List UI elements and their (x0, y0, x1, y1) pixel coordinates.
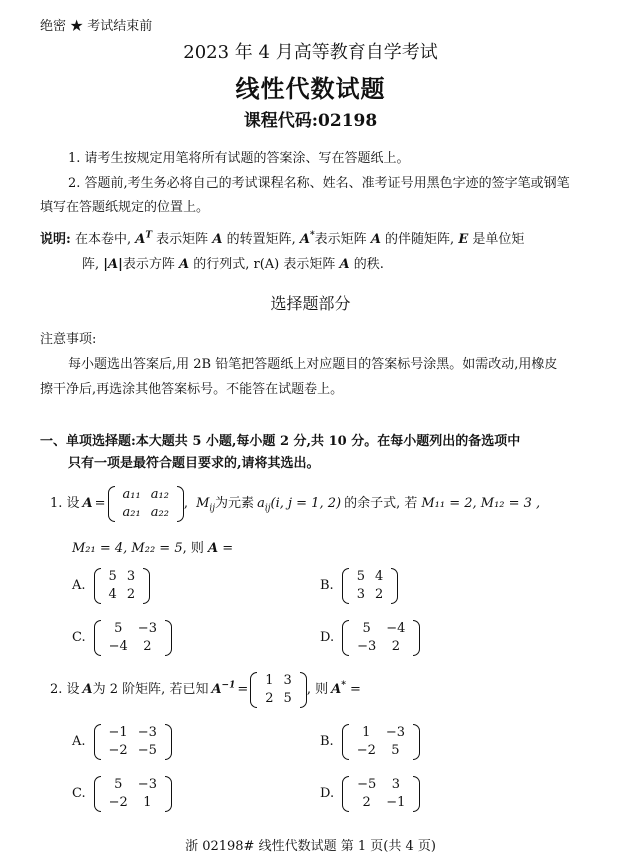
matrix-cell: 1 (362, 725, 371, 740)
exam-title: 2023 年 4 月高等教育自学考试 (183, 42, 438, 63)
option-matrix (94, 620, 172, 656)
option-q1-b[interactable] (320, 568, 398, 604)
course-code: 课程代码:02198 (243, 111, 378, 131)
matrix-cell: 2 (265, 691, 274, 706)
question-text: , 则 (182, 541, 204, 556)
matrix-cell: 3 (126, 569, 136, 584)
note-text: 表示矩阵 (314, 232, 367, 247)
note-text: 表示方阵 (122, 257, 175, 272)
matrix-cell: 2 (391, 639, 400, 654)
matrix-cell: a₁₂ (150, 487, 169, 502)
matrix-cell: a₁₁ (122, 487, 141, 502)
section-title: 选择题部分 (270, 294, 351, 313)
option-q2-c[interactable] (72, 776, 172, 812)
matrix-cell: 5 (391, 743, 400, 758)
option-q1-c[interactable] (72, 620, 172, 656)
matrix-cell: −3 (137, 621, 157, 636)
note-label: 说明: (40, 232, 71, 247)
option-label: C. (72, 630, 86, 645)
math-det-A: |A| (103, 257, 123, 272)
math-A: A (82, 496, 93, 511)
option-label: D. (320, 786, 335, 801)
math-A-transpose: $A^T$ (135, 230, 153, 247)
question-number: 2. 设 (50, 682, 80, 697)
matrix-cell: −2 (108, 795, 128, 810)
matrix-cell: −3 (385, 725, 406, 740)
option-q1-d[interactable] (320, 620, 420, 656)
matrix-cell: −3 (137, 725, 157, 740)
note-text: 是单位矩 (472, 232, 525, 247)
question-1-stem (50, 486, 540, 522)
math-A-adjoint: A* (331, 680, 346, 697)
math-aij: $a_{ij}(i$, j = 1, 2) (257, 496, 342, 514)
matrix-cell: −5 (137, 743, 157, 758)
note-line-2 (82, 256, 384, 274)
question-number: 1. 设 (50, 496, 80, 511)
matrix-given-q1 (108, 486, 184, 522)
option-q2-b[interactable] (320, 724, 420, 760)
option-matrix (342, 724, 420, 760)
matrix-cell: −4 (386, 621, 406, 636)
math-A: A (339, 257, 350, 272)
math-E: E (458, 232, 469, 247)
matrix-cell: 2 (362, 795, 371, 810)
matrix-cell: −3 (357, 639, 377, 654)
secret-label: 绝密 ★ 考试结束前 (40, 19, 153, 34)
part1-heading-line2: 只有一项是最符合题目要求的,请将其选出。 (68, 456, 320, 471)
question-text: 为 2 阶矩阵, 若已知 (92, 682, 209, 697)
option-matrix (342, 776, 420, 812)
attention-line-2: 擦干净后,再选涂其他答案标号。不能答在试题卷上。 (40, 382, 344, 397)
attention-label: 注意事项: (40, 332, 97, 347)
matrix-cell: −1 (386, 795, 406, 810)
page-footer: 浙 02198# 线性代数试题 第 1 页(共 4 页) (185, 839, 436, 854)
question-text: , 则 (306, 682, 329, 697)
matrix-cell: −2 (108, 743, 128, 758)
matrix-cell: 4 (108, 587, 117, 602)
math-A-adjoint: A* (299, 230, 315, 247)
math-A: A (82, 682, 93, 697)
question-1-stem-line2: M₂₁ = 4, M₂₂ = 5, 则 A = (72, 541, 234, 556)
matrix-cell: 1 (265, 673, 274, 688)
option-label: A. (72, 734, 86, 749)
option-matrix (342, 620, 420, 656)
matrix-cell: 3 (391, 777, 400, 792)
note-text: 的秩. (353, 257, 384, 272)
matrix-cell: 2 (374, 587, 384, 602)
option-label: A. (72, 578, 86, 593)
matrix-cell: −2 (356, 743, 376, 758)
subject-title: 线性代数试题 (235, 74, 386, 103)
matrix-cell: a₂₁ (122, 505, 141, 520)
punctuation: , (183, 496, 189, 511)
question-text: 的余子式, 若 (344, 496, 418, 511)
math-A-inverse: $A^{-1}$ (211, 680, 236, 697)
part1-heading-line1: 一、单项选择题:本大题共 5 小题,每小题 2 分,共 10 分。在每小题列出的备选项中 (40, 434, 521, 449)
attention-line-1: 每小题选出答案后,用 2B 铅笔把答题纸上对应题目的答案标号涂黑。如需改动,用橡皮 (68, 357, 558, 372)
matrix-cell: 5 (114, 777, 123, 792)
option-matrix (342, 568, 399, 604)
note-text: 的行列式, (193, 257, 250, 272)
matrix-cell: 5 (362, 621, 371, 636)
math-rank-A: r(A) (253, 257, 280, 272)
option-q1-a[interactable] (72, 568, 150, 604)
note-text: 表示矩阵 (156, 232, 209, 247)
option-matrix (94, 568, 151, 604)
instruction-1: 1. 请考生按规定用笔将所有试题的答案涂、写在答题纸上。 (68, 151, 410, 166)
option-q2-d[interactable] (320, 776, 420, 812)
math-condition-1: M₁₁ = 2, M₁₂ = 3 , (421, 496, 541, 511)
matrix-cell: 2 (143, 639, 152, 654)
matrix-cell: a₂₂ (150, 505, 169, 520)
equals-sign: = (94, 496, 106, 511)
matrix-cell: −1 (108, 725, 128, 740)
math-A: A (178, 257, 190, 272)
question-2-stem: 2. 设 A 为 2 阶矩阵, 若已知 $A^{-1}$ = 1 3 2 5 , 则 A* = (50, 673, 361, 706)
option-matrix (94, 724, 172, 760)
matrix-cell: 5 (356, 569, 365, 584)
option-label: B. (320, 578, 334, 593)
math-condition-2: M₂₁ = 4, M₂₂ = 5 (72, 541, 183, 556)
math-A: A (208, 541, 219, 556)
matrix-cell: 4 (374, 569, 384, 584)
option-label: B. (320, 734, 334, 749)
note-text: 表示矩阵 (283, 257, 336, 272)
question-text: 为元素 (215, 496, 255, 511)
matrix-cell: 3 (283, 673, 292, 688)
equals-sign: = (237, 682, 249, 697)
instruction-2-line2: 填写在答题纸规定的位置上。 (40, 200, 210, 215)
matrix-cell: 5 (283, 691, 292, 706)
option-label: D. (320, 630, 335, 645)
matrix-cell: 5 (108, 569, 117, 584)
note-text: 的伴随矩阵, (385, 232, 455, 247)
matrix-cell: 5 (114, 621, 123, 636)
note-text: 在本卷中, (74, 232, 132, 247)
note-text: 阵, (82, 257, 100, 272)
note-text: 的转置矩阵, (226, 232, 296, 247)
matrix-cell: 2 (126, 587, 136, 602)
math-A: A (212, 232, 223, 247)
note-line-1 (40, 231, 524, 249)
matrix-cell: −5 (357, 777, 377, 792)
math-Mij: $M_{ij}$ (196, 496, 216, 514)
matrix-cell: −3 (137, 777, 157, 792)
matrix-cell: 1 (143, 795, 152, 810)
instruction-2-line1: 2. 答题前,考生务必将自己的考试课程名称、姓名、准考证号用黑色字迹的签字笔或钢笔 (68, 176, 570, 191)
option-label: C. (72, 786, 86, 801)
matrix-cell: −4 (108, 639, 128, 654)
math-A: A (370, 232, 381, 247)
option-q2-a[interactable] (72, 724, 172, 760)
matrix-given-q2 (250, 672, 307, 708)
option-matrix (94, 776, 172, 812)
matrix-cell: 3 (356, 587, 365, 602)
